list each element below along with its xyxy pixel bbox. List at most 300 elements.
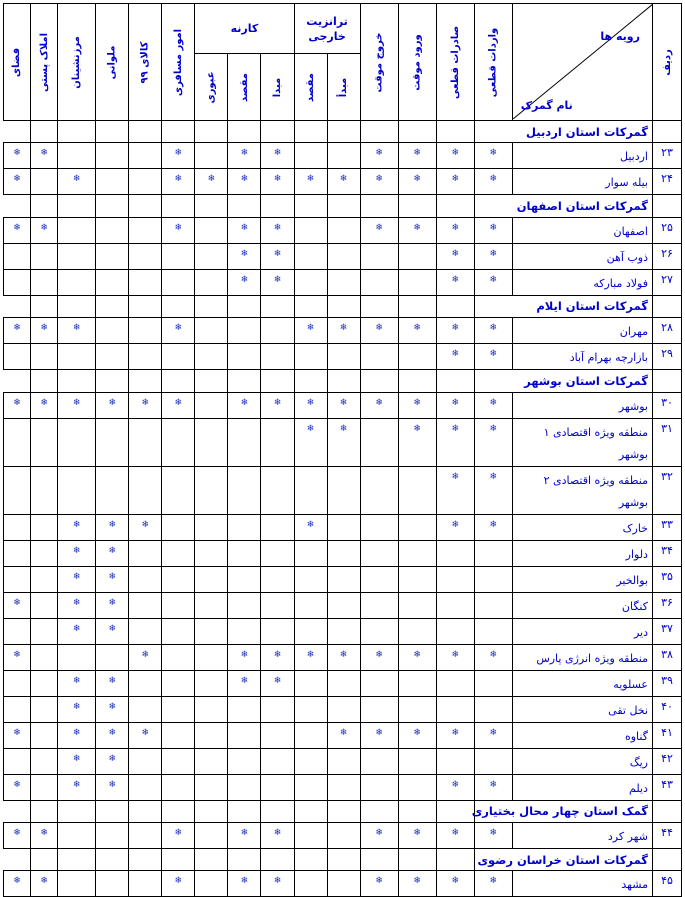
customs-name: منطقه ویژه اقتصادی ۱ بوشهر [512,418,652,466]
procedure-marker: ❄ [58,392,96,418]
procedure-marker: ❄ [228,392,261,418]
empty-cell [228,566,261,592]
empty-cell [327,618,360,644]
col-header-9: امور مسافری [162,4,195,121]
empty-cell [31,644,58,670]
empty-cell [398,670,436,696]
empty-cell [129,370,162,392]
customs-name: کنگان [512,592,652,618]
province-row [4,295,682,317]
customs-name: منطقه ویژه انرژی پارس [512,644,652,670]
empty-cell [4,466,31,514]
empty-cell [195,822,228,848]
empty-cell [360,618,398,644]
customs-name: دیر [512,618,652,644]
empty-cell [327,774,360,800]
province-row [4,121,682,143]
procedure-marker: ❄ [474,143,512,169]
empty-cell [195,871,228,897]
empty-cell [195,466,228,514]
empty-cell [162,848,195,870]
procedure-marker: ❄ [436,344,474,370]
empty-cell [4,618,31,644]
empty-cell [4,670,31,696]
customs-name: دیلم [512,774,652,800]
empty-cell [162,295,195,317]
empty-cell [261,344,294,370]
row-number: ۴۰ [652,696,681,722]
empty-cell [360,514,398,540]
procedure-marker: ❄ [96,774,129,800]
empty-cell [327,800,360,822]
procedure-marker: ❄ [398,392,436,418]
empty-cell [436,670,474,696]
table-row [4,217,682,243]
procedure-marker: ❄ [58,696,96,722]
procedure-marker: ❄ [294,418,327,466]
empty-cell [294,774,327,800]
empty-cell [129,195,162,217]
procedure-marker: ❄ [31,143,58,169]
empty-cell [294,466,327,514]
empty-cell [436,121,474,143]
empty-cell [294,540,327,566]
empty-cell [436,800,474,822]
procedure-marker: ❄ [129,722,162,748]
empty-cell [398,566,436,592]
empty-cell [360,748,398,774]
empty-cell [4,418,31,466]
procedure-marker: ❄ [31,217,58,243]
procedure-marker: ❄ [261,670,294,696]
empty-cell [162,121,195,143]
empty-cell [58,644,96,670]
col-header-5: مقصد [294,54,327,121]
empty-cell [294,696,327,722]
province-row [4,800,682,822]
procedure-marker: ❄ [228,243,261,269]
empty-cell [261,618,294,644]
empty-cell [294,195,327,217]
province-row-num-cell [652,295,681,317]
row-number: ۴۵ [652,871,681,897]
empty-cell [294,121,327,143]
empty-cell [195,774,228,800]
procedure-marker: ❄ [261,644,294,670]
empty-cell [294,243,327,269]
empty-cell [195,195,228,217]
empty-cell [327,466,360,514]
empty-cell [162,370,195,392]
empty-cell [261,318,294,344]
empty-cell [96,644,129,670]
empty-cell [360,670,398,696]
empty-cell [96,344,129,370]
procedure-marker: ❄ [398,722,436,748]
procedure-marker: ❄ [162,392,195,418]
procedure-marker: ❄ [261,243,294,269]
empty-cell [162,195,195,217]
empty-cell [398,269,436,295]
procedure-marker: ❄ [162,871,195,897]
procedure-marker: ❄ [261,871,294,897]
empty-cell [58,822,96,848]
empty-cell [31,418,58,466]
procedure-marker: ❄ [96,618,129,644]
procedure-marker: ❄ [294,644,327,670]
customs-name: بوشهر [512,392,652,418]
procedure-marker: ❄ [4,143,31,169]
empty-cell [398,800,436,822]
row-number: ۲۶ [652,243,681,269]
empty-cell [96,295,129,317]
procedure-marker: ❄ [436,269,474,295]
table-row [4,466,682,514]
empty-cell [398,195,436,217]
empty-cell [398,243,436,269]
procedure-marker: ❄ [58,169,96,195]
procedures-label: رویه ها [600,30,640,43]
empty-cell [360,269,398,295]
procedure-marker: ❄ [4,217,31,243]
procedure-marker: ❄ [261,217,294,243]
empty-cell [58,466,96,514]
customs-name: گناوه [512,722,652,748]
empty-cell [96,195,129,217]
empty-cell [195,370,228,392]
procedure-marker: ❄ [360,217,398,243]
procedure-marker: ❄ [162,822,195,848]
procedure-marker: ❄ [228,169,261,195]
empty-cell [294,592,327,618]
empty-cell [360,418,398,466]
province-row-num-cell [652,800,681,822]
empty-cell [327,670,360,696]
empty-cell [294,822,327,848]
empty-cell [261,195,294,217]
empty-cell [261,418,294,466]
procedure-marker: ❄ [436,418,474,466]
empty-cell [228,514,261,540]
empty-cell [436,592,474,618]
procedure-marker: ❄ [436,514,474,540]
procedure-marker: ❄ [474,318,512,344]
empty-cell [31,195,58,217]
row-number: ۲۵ [652,217,681,243]
empty-cell [327,143,360,169]
procedure-marker: ❄ [474,217,512,243]
customs-name: منطقه ویژه اقتصادی ۲ بوشهر [512,466,652,514]
empty-cell [129,800,162,822]
table-row [4,618,682,644]
empty-cell [261,514,294,540]
procedure-marker: ❄ [4,318,31,344]
empty-cell [261,774,294,800]
procedure-marker: ❄ [398,644,436,670]
procedure-marker: ❄ [96,670,129,696]
empty-cell [294,344,327,370]
empty-cell [31,295,58,317]
empty-cell [31,696,58,722]
province-name: گمرکات استان ایلام [474,295,652,317]
empty-cell [4,344,31,370]
empty-cell [58,195,96,217]
empty-cell [228,618,261,644]
customs-name: نخل تقی [512,696,652,722]
empty-cell [261,848,294,870]
empty-cell [96,848,129,870]
empty-cell [228,418,261,466]
procedure-marker: ❄ [474,392,512,418]
empty-cell [261,722,294,748]
procedure-marker: ❄ [261,392,294,418]
empty-cell [129,169,162,195]
procedure-marker: ❄ [129,514,162,540]
empty-cell [31,540,58,566]
procedure-marker: ❄ [398,217,436,243]
procedure-marker: ❄ [360,318,398,344]
procedure-marker: ❄ [436,822,474,848]
empty-cell [398,295,436,317]
table-row [4,418,682,466]
empty-cell [31,370,58,392]
procedure-marker: ❄ [436,722,474,748]
procedure-marker: ❄ [162,318,195,344]
procedure-marker: ❄ [162,143,195,169]
empty-cell [327,217,360,243]
empty-cell [474,618,512,644]
transit-group-header: ترانزیت خارجی [294,4,360,54]
customs-name: فولاد مبارکه [512,269,652,295]
empty-cell [162,540,195,566]
empty-cell [162,670,195,696]
empty-cell [129,822,162,848]
table-row [4,696,682,722]
procedure-marker: ❄ [294,514,327,540]
row-number: ۲۹ [652,344,681,370]
empty-cell [162,466,195,514]
procedure-marker: ❄ [327,392,360,418]
empty-cell [261,800,294,822]
procedure-marker: ❄ [436,217,474,243]
procedure-marker: ❄ [474,169,512,195]
empty-cell [228,195,261,217]
procedure-marker: ❄ [96,392,129,418]
empty-cell [96,871,129,897]
empty-cell [96,318,129,344]
empty-cell [96,466,129,514]
empty-cell [195,243,228,269]
procedure-marker: ❄ [474,722,512,748]
procedure-marker: ❄ [474,774,512,800]
empty-cell [195,566,228,592]
empty-cell [129,217,162,243]
procedure-marker: ❄ [261,822,294,848]
empty-cell [129,344,162,370]
procedure-marker: ❄ [58,514,96,540]
procedure-marker: ❄ [96,748,129,774]
empty-cell [474,748,512,774]
empty-cell [360,800,398,822]
procedure-marker: ❄ [360,822,398,848]
empty-cell [4,748,31,774]
customs-procedures-table-wrap [3,3,682,897]
procedure-marker: ❄ [474,243,512,269]
procedure-marker: ❄ [360,392,398,418]
customs-name: دلوار [512,540,652,566]
procedure-marker: ❄ [327,318,360,344]
empty-cell [228,466,261,514]
empty-cell [195,800,228,822]
empty-cell [58,217,96,243]
empty-cell [195,722,228,748]
row-number: ۳۵ [652,566,681,592]
row-number: ۳۱ [652,418,681,466]
customs-name: ریگ [512,748,652,774]
procedure-marker: ❄ [96,514,129,540]
col-header-10: کالای ۹۹ [129,4,162,121]
procedure-marker: ❄ [228,670,261,696]
col-header-8: عبوری [195,54,228,121]
empty-cell [360,344,398,370]
procedure-marker: ❄ [474,822,512,848]
procedure-marker: ❄ [398,169,436,195]
empty-cell [294,722,327,748]
procedure-marker: ❄ [474,269,512,295]
empty-cell [58,871,96,897]
procedure-marker: ❄ [327,722,360,748]
customs-name: اردبیل [512,143,652,169]
empty-cell [58,269,96,295]
empty-cell [162,269,195,295]
procedure-marker: ❄ [360,722,398,748]
empty-cell [129,566,162,592]
empty-cell [228,121,261,143]
procedure-marker: ❄ [58,318,96,344]
empty-cell [261,466,294,514]
empty-cell [162,696,195,722]
procedure-marker: ❄ [261,169,294,195]
empty-cell [162,418,195,466]
empty-cell [31,344,58,370]
procedure-marker: ❄ [436,169,474,195]
empty-cell [195,748,228,774]
empty-cell [4,514,31,540]
procedure-marker: ❄ [58,670,96,696]
empty-cell [162,618,195,644]
procedure-marker: ❄ [96,696,129,722]
empty-cell [96,370,129,392]
procedure-marker: ❄ [58,774,96,800]
empty-cell [327,514,360,540]
empty-cell [162,566,195,592]
procedure-marker: ❄ [58,540,96,566]
customs-name: بوالخیر [512,566,652,592]
empty-cell [294,748,327,774]
empty-cell [474,670,512,696]
row-number: ۴۲ [652,748,681,774]
empty-cell [436,195,474,217]
empty-cell [360,566,398,592]
empty-cell [129,418,162,466]
empty-cell [162,592,195,618]
procedure-marker: ❄ [474,344,512,370]
empty-cell [58,295,96,317]
empty-cell [398,514,436,540]
empty-cell [398,370,436,392]
col-header-13: املاک پستی [31,4,58,121]
empty-cell [4,243,31,269]
customs-name: مشهد [512,871,652,897]
table-row [4,169,682,195]
empty-cell [398,696,436,722]
empty-cell [398,748,436,774]
empty-cell [129,748,162,774]
procedure-marker: ❄ [294,318,327,344]
procedure-marker: ❄ [436,392,474,418]
procedure-marker: ❄ [327,644,360,670]
empty-cell [261,592,294,618]
row-number: ۳۰ [652,392,681,418]
table-row [4,748,682,774]
row-number: ۳۹ [652,670,681,696]
empty-cell [436,540,474,566]
procedure-marker: ❄ [129,644,162,670]
empty-cell [398,848,436,870]
empty-cell [4,540,31,566]
col-header-3: خروج موقت [360,4,398,121]
empty-cell [228,848,261,870]
province-row [4,370,682,392]
province-row-num-cell [652,370,681,392]
empty-cell [31,243,58,269]
empty-cell [261,566,294,592]
empty-cell [195,618,228,644]
row-number: ۳۲ [652,466,681,514]
empty-cell [327,243,360,269]
procedure-marker: ❄ [360,169,398,195]
customs-name: خارک [512,514,652,540]
row-number: ۲۳ [652,143,681,169]
karnet-group-header: کارنه [195,4,294,54]
table-row [4,318,682,344]
procedure-marker: ❄ [4,822,31,848]
empty-cell [261,540,294,566]
empty-cell [327,566,360,592]
empty-cell [129,121,162,143]
table-row [4,143,682,169]
procedure-marker: ❄ [4,722,31,748]
province-row [4,195,682,217]
empty-cell [195,848,228,870]
customs-name: شهر کرد [512,822,652,848]
empty-cell [294,295,327,317]
row-number: ۳۸ [652,644,681,670]
row-number-header: ردیف [652,4,681,121]
empty-cell [195,143,228,169]
procedure-marker: ❄ [360,644,398,670]
empty-cell [360,121,398,143]
empty-cell [398,344,436,370]
empty-cell [398,592,436,618]
empty-cell [129,592,162,618]
procedure-marker: ❄ [327,169,360,195]
empty-cell [327,195,360,217]
empty-cell [31,800,58,822]
empty-cell [58,243,96,269]
table-row [4,592,682,618]
empty-cell [261,370,294,392]
